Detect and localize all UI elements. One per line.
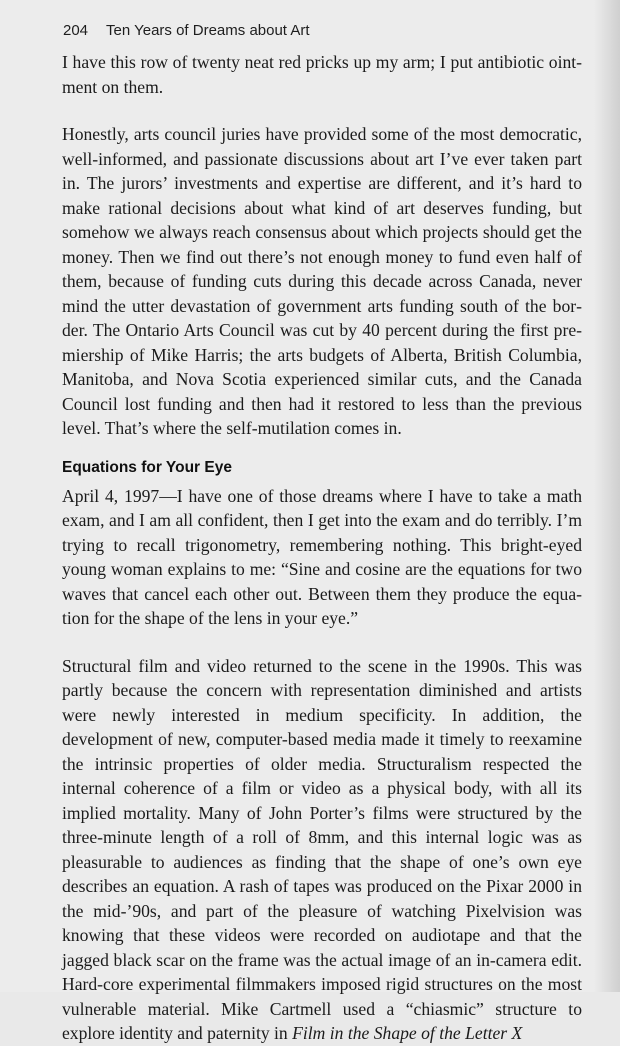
paragraph-structural-film — [62, 654, 582, 1046]
paragraph-arm-pricks: I have this row of twenty neat red pricks up my arm; I put antibiotic ointment on them. — [62, 52, 582, 97]
running-head — [63, 22, 309, 39]
page-number: 204 — [63, 22, 89, 39]
film-title: Film in the Shape of the Letter X — [292, 1023, 523, 1043]
book-title: Ten Years of Dreams about Art — [106, 22, 310, 39]
paragraph-dream-math-exam: April 4, 1997—I have one of those dreams where I have to take a math exam, and I am all confident, then I get into the exam and do terribly. I’m trying to recall trigonometry, remembering nothing. This bright-eyed young woman explains to me: “Sine and cosine are the equations for two waves that cancel each other out. Between them they produce the equation for the shape of the lens in your eye.” — [62, 485, 582, 628]
paragraph-structural-film-text: Structural film and video returned to the scene in the 1990s. This was partly because the concern with representation diminished and artists were newly interested in medium specificity. In addition, the development of new, computer-based media made it timely to reexamine the intrinsic properties of older media. Structuralism respected the internal coherence of a film or video as a physical body, with all its implied mortality. Many of John Porter’s films were structured by the three-minute length of a roll of 8mm, and this internal logic was as pleasurable to audiences as finding that the shape of one’s own eye describes an equation. A rash of tapes was produced on the Pixar 2000 in the mid-’90s, and part of the pleasure of watching Pixelvision was knowing that these videos were recorded on audiotape and that the jagged black scar on the frame was the actual image of an in-camera edit. Hard-core experimental filmmakers imposed rigid structures on the most vulnerable material. Mike Cartmell used a “chiasmic” structure to explore identity and paternity in — [62, 655, 582, 1043]
paragraph-arts-council: Honestly, arts council juries have provided some of the most democratic, well-informed, and passionate discussions about art I’ve ever taken part in. The jurors’ investments and expertise are different, and it’s hard to make rational decisions about what kind of art deserves funding, but somehow we always reach consensus about which projects should get the money. Then we find out there’s not enough money to fund even half of them, because of funding cuts during this decade across Canada, never mind the utter devastation of government arts funding south of the border. The Ontario Arts Council was cut by 40 percent during the first premiership of Mike Harris; the arts budgets of Alberta, British Columbia, Manitoba, and Nova Scotia experienced similar cuts, and the Canada Council lost funding and then had it restored to less than the previous level. That’s where the self-mutilation comes in. — [62, 124, 582, 438]
text-block — [62, 50, 582, 1046]
section-heading: Equations for Your Eye — [62, 458, 232, 476]
